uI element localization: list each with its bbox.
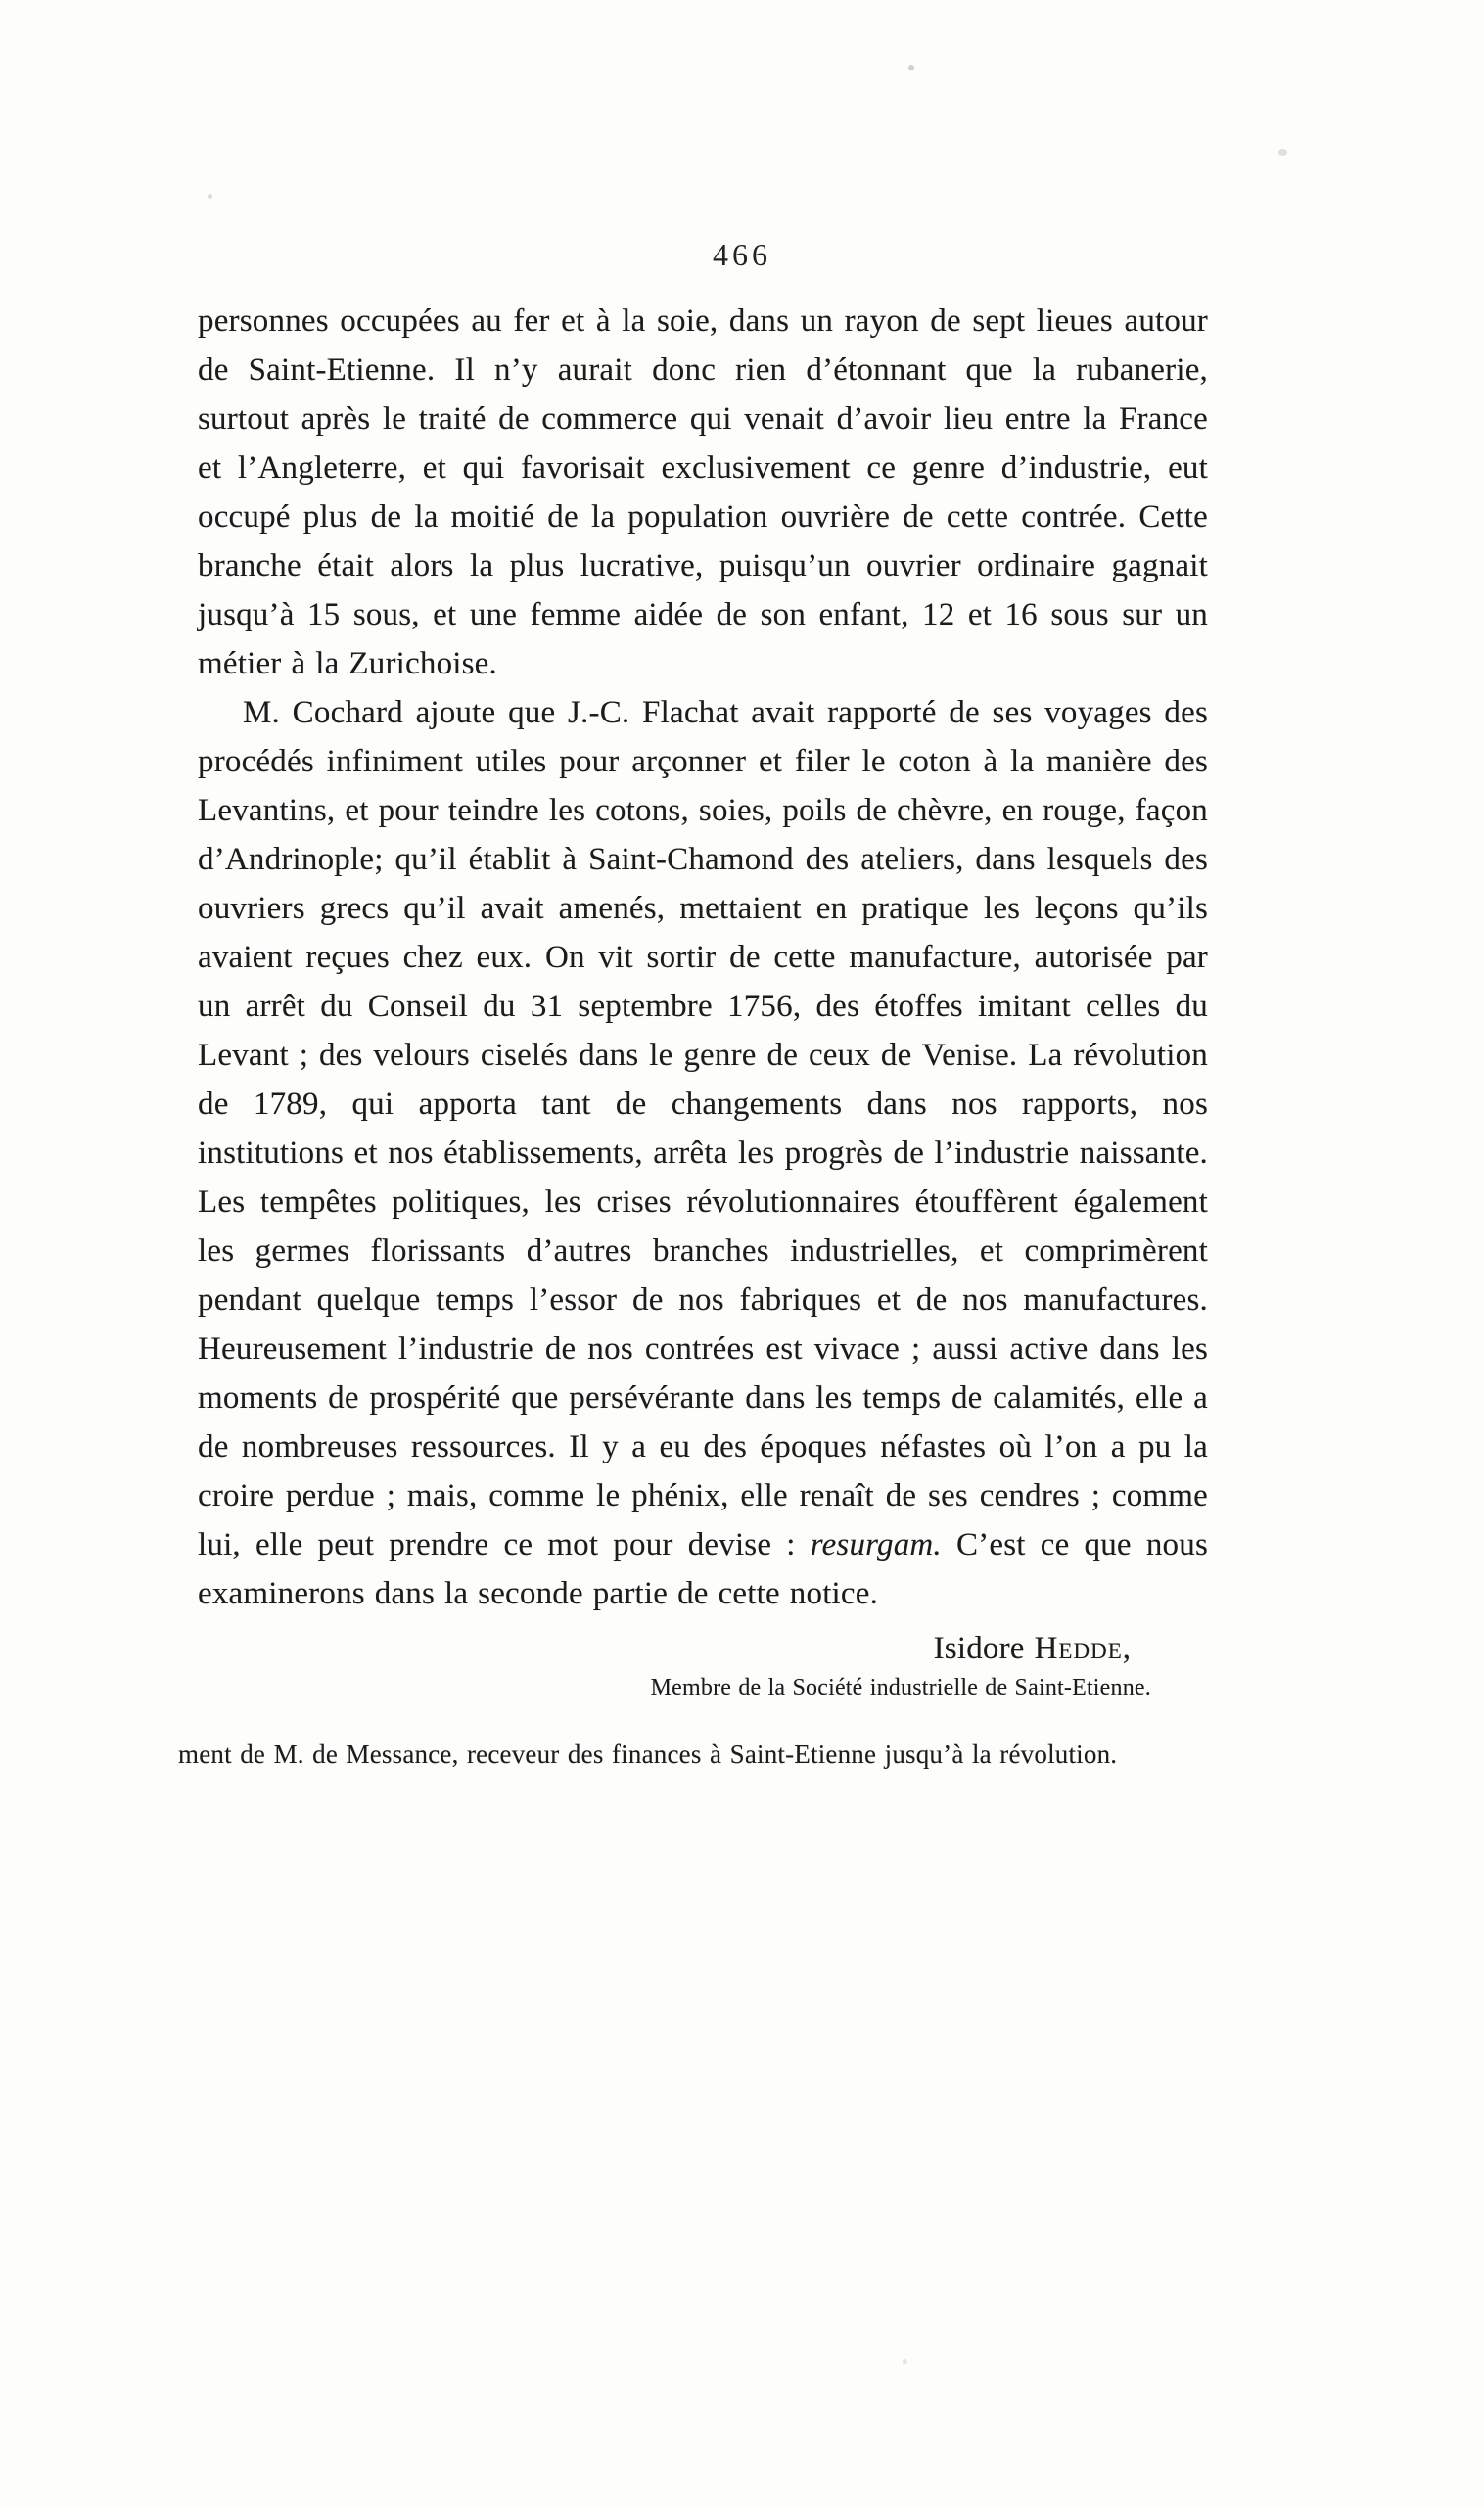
scan-speck bbox=[208, 194, 212, 199]
scan-speck bbox=[908, 65, 914, 70]
latin-motto: resurgam. bbox=[810, 1527, 942, 1562]
author-first-name: Isidore bbox=[933, 1631, 1035, 1666]
author-name bbox=[198, 1626, 1208, 1671]
paragraph-second bbox=[198, 688, 1208, 1618]
scan-speck bbox=[903, 2359, 907, 2364]
paragraph-first: personnes occupées au fer et à la soie, dans un rayon de sept lieues autour de Saint-Etienne. Il n’y aurait donc rien d’étonnant que la rubanerie, surtout après le traité de commerce qui venait d’avoir lieu entre la France et l’Angleterre, et qui favorisait exclusivement ce genre d’industrie, eut occupé plus de la moitié de la population ouvrière de cette contrée. Cette branche était alors la plus lucrative, puisqu’un ouvrier ordinaire gagnait jusqu’à 15 sous, et une femme aidée de son enfant, 12 et 16 sous sur un métier à la Zurichoise. bbox=[198, 303, 1208, 681]
author-affiliation: Membre de la Société industrielle de Saint-Etienne. bbox=[650, 1675, 1151, 1700]
footnote: ment de M. de Messance, receveur des finances à Saint-Etienne jusqu’à la révolution. bbox=[178, 1740, 1118, 1769]
paragraph-text-before-motto: M. Cochard ajoute que J.-C. Flachat avait rapporté de ses voyages des procédés infiniment utiles pour arçonner et filer le coton à la manière des Levantins, et pour teindre les cotons, soies, poils de chèvre, en rouge, façon d’Andrinople; qu’il établit à Saint-Chamond des ateliers, dans lesquels des ouvriers grecs qu’il avait amenés, mettaient en pratique les leçons qu’ils avaient reçues chez eux. On vit sortir de cette manufacture, autorisée par un arrêt du Conseil du 31 septembre 1756, des étoffes imitant celles du Levant ; des velours ciselés dans le genre de ceux de Venise. La révolution de 1789, qui apporta tant de changements dans nos rapports, nos institutions et nos établissements, arrêta les progrès de l’industrie naissante. Les tempêtes politiques, les crises révolutionnaires étouffèrent également les germes florissants d’autres branches industrielles, et comprimèrent pendant quelque temps l’essor de nos fabriques et de nos manufactures. Heureusement l’industrie de nos contrées est vivace ; aussi active dans les moments de prospérité que persévérante dans les temps de calamités, elle a de nombreuses ressources. Il y a eu des époques néfastes où l’on a pu la croire perdue ; mais, comme le phénix, elle renaît de ses cendres ; comme lui, elle peut prendre ce mot pour devise : bbox=[198, 695, 1208, 1562]
paragraph-text-after-motto: C’est ce que nous examinerons dans la seconde partie de cette notice. bbox=[198, 1527, 1208, 1611]
signature-block bbox=[198, 1626, 1208, 1704]
page-body bbox=[178, 297, 1208, 1775]
author-last-name: Hedde, bbox=[1034, 1631, 1132, 1666]
scan-speck bbox=[1278, 149, 1287, 156]
page-number: 466 bbox=[713, 237, 771, 272]
